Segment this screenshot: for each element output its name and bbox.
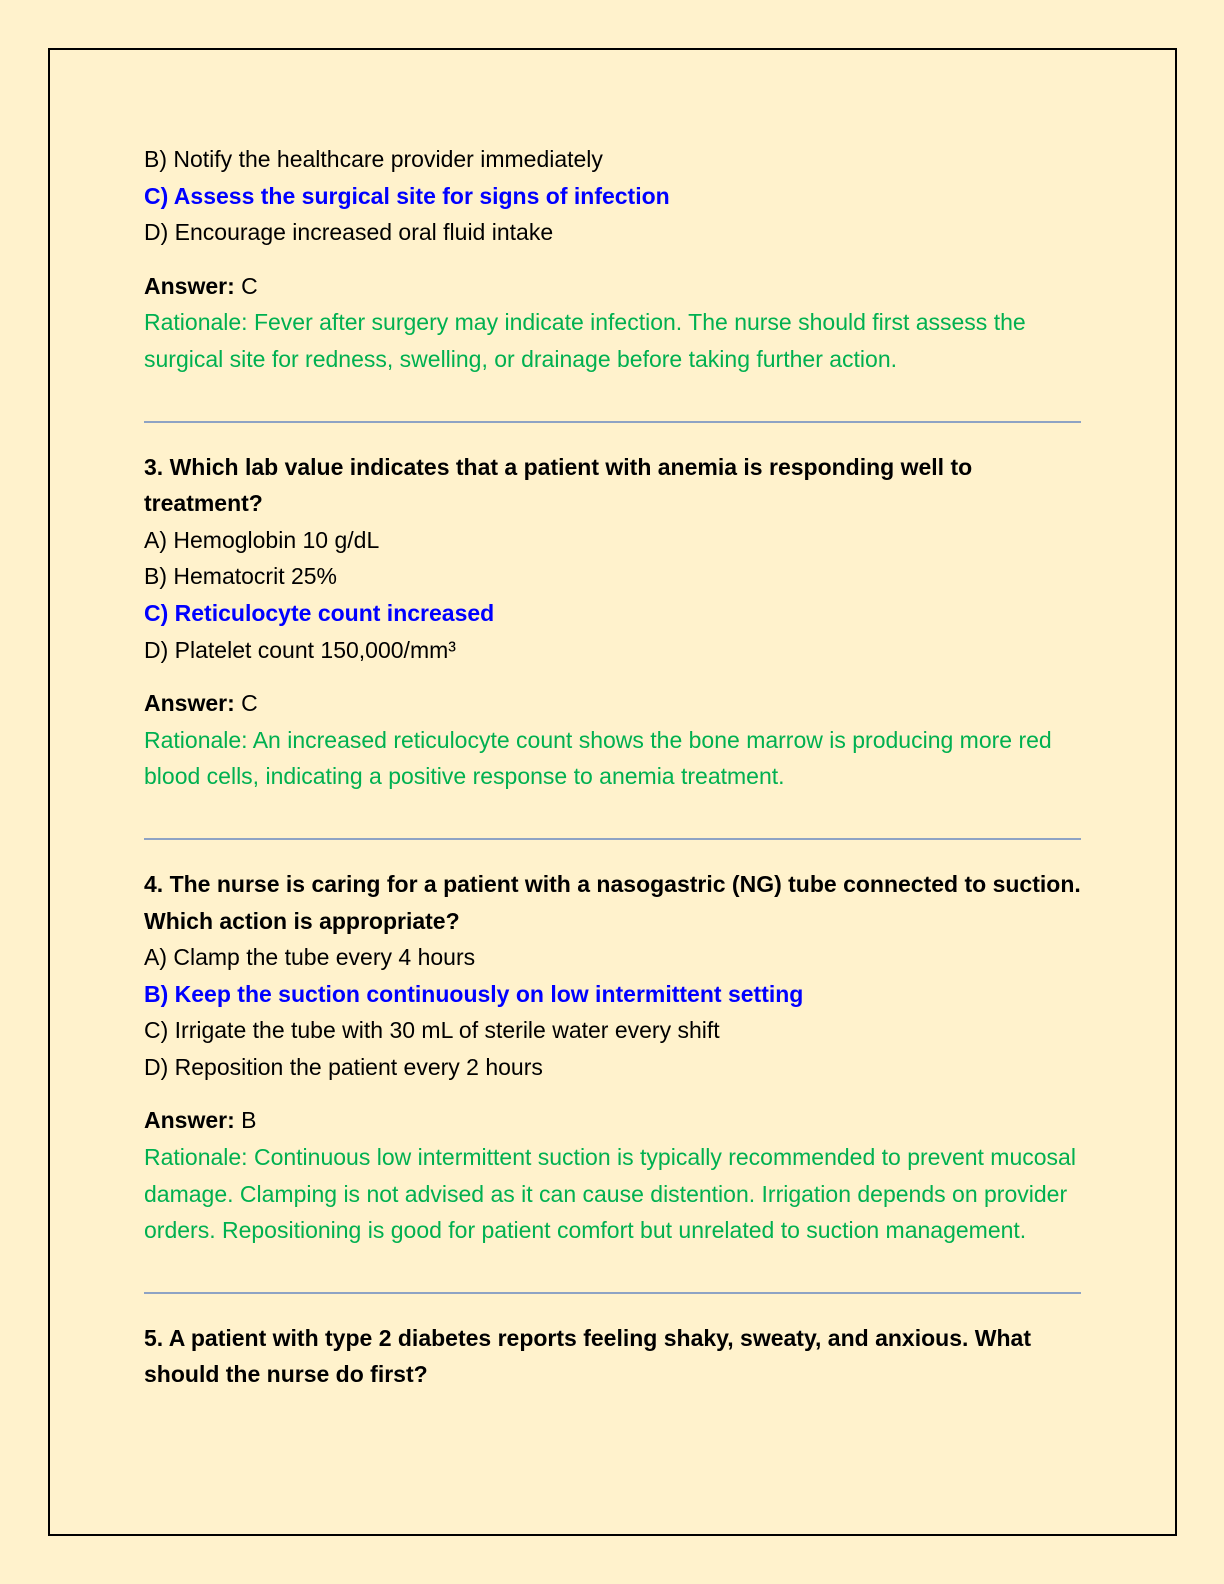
- q2-rationale: Rationale: Fever after surgery may indicate infection. The nurse should first assess the surgical site for redness, swelling, or drainage before taking further action.: [144, 309, 1026, 372]
- q3-option-c-correct: C) Reticulocyte count increased: [144, 599, 495, 626]
- q2-option-b: B) Notify the healthcare provider immediately: [144, 146, 603, 172]
- spacer: [144, 251, 1084, 268]
- q2-answer: [144, 268, 1084, 305]
- q5-question: 5. A patient with type 2 diabetes reports feeling shaky, sweaty, and anxious. What should the nurse do first?: [144, 1324, 1031, 1388]
- answer-value: C: [234, 272, 258, 299]
- q4-option-c: C) Irrigate the tube with 30 mL of sterile water every shift: [144, 1017, 720, 1044]
- q4-option-d: D) Reposition the patient every 2 hours: [144, 1053, 543, 1080]
- spacer: [144, 1249, 1084, 1292]
- spacer: [144, 795, 1084, 838]
- q3-option-b: B) Hematocrit 25%: [144, 563, 338, 590]
- q3-option-a: A) Hemoglobin 10 g/dL: [144, 526, 380, 553]
- q3-question: 3. Which lab value indicates that a patient with anemia is responding well to treatment?: [144, 453, 973, 517]
- q4-answer: [144, 1102, 1084, 1139]
- q4-option-a: A) Clamp the tube every 4 hours: [144, 944, 476, 971]
- q4-question: 4. The nurse is caring for a patient with a nasogastric (NG) tube connected to suction. Which action is appropriate?: [144, 870, 1081, 934]
- spacer: [144, 840, 1084, 866]
- answer-label: Answer:: [144, 272, 235, 299]
- spacer: [144, 1294, 1084, 1320]
- document-body: [144, 141, 1084, 1393]
- q4-option-b-correct: B) Keep the suction continuously on low intermittent setting: [144, 980, 804, 1007]
- q4-rationale: Rationale: Continuous low intermittent suction is typically recommended to prevent mucosal damage. Clamping is not advised as it can cause distention. Irrigation depends on provider orders. Repositioning is good for patient comfort but unrelated to suction management.: [144, 1144, 1076, 1244]
- spacer: [144, 378, 1084, 421]
- answer-value: C: [234, 690, 258, 717]
- spacer: [144, 423, 1084, 449]
- question-5-block: [144, 1320, 1084, 1393]
- q3-answer: [144, 685, 1084, 722]
- q3-rationale: Rationale: An increased reticulocyte count shows the bone marrow is producing more red blood cells, indicating a positive response to anemia treatment.: [144, 726, 1052, 790]
- answer-label: Answer:: [144, 1107, 235, 1134]
- q2-option-d: D) Encourage increased oral fluid intake: [144, 219, 554, 246]
- question-2-block: [144, 141, 1084, 378]
- spacer: [144, 668, 1084, 685]
- question-3-block: [144, 449, 1084, 795]
- q3-option-d: D) Platelet count 150,000/mm³: [144, 636, 456, 663]
- question-4-block: [144, 866, 1084, 1249]
- answer-label: Answer:: [144, 690, 235, 717]
- answer-value: B: [234, 1107, 257, 1134]
- q2-option-c-correct: C) Assess the surgical site for signs of infection: [144, 182, 670, 209]
- spacer: [144, 1085, 1084, 1102]
